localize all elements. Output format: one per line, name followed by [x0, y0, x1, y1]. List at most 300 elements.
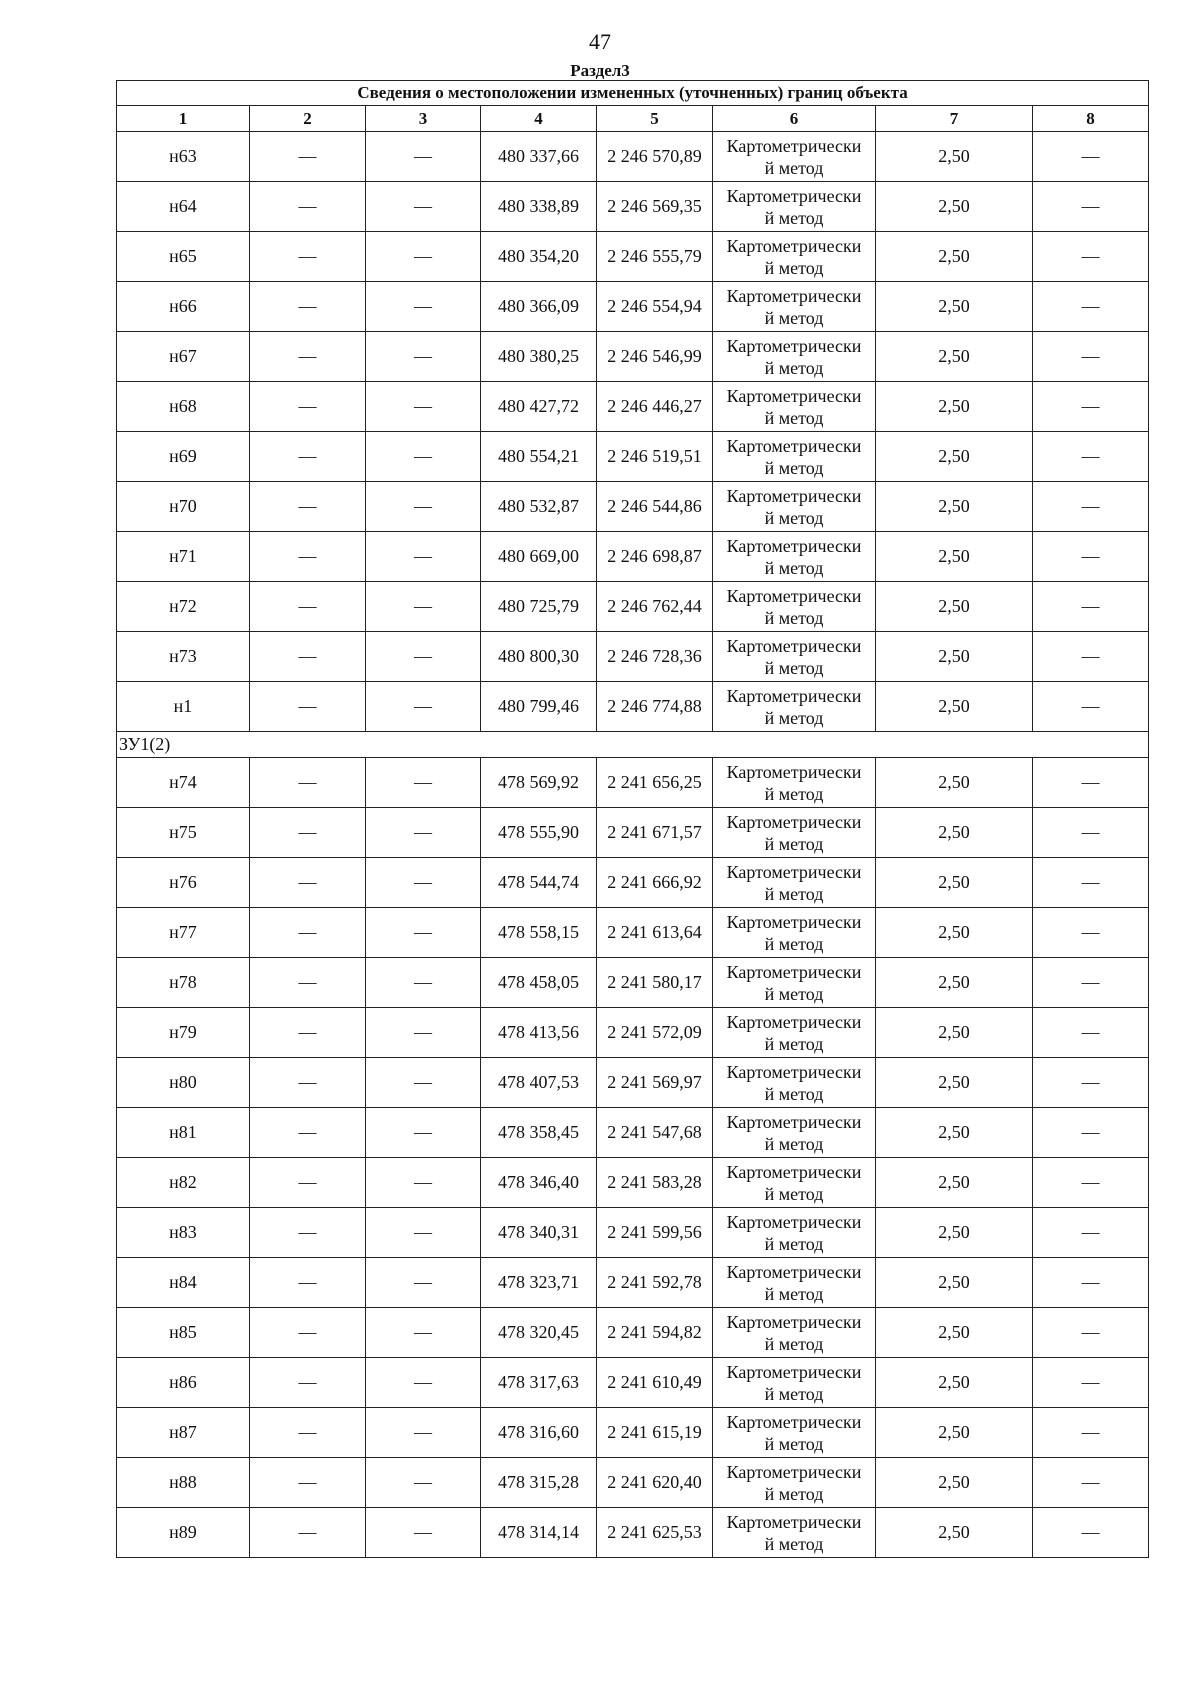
column-number-row — [117, 106, 1149, 132]
column-2-value: — — [250, 1208, 366, 1258]
coordinate-y: 2 246 728,36 — [597, 632, 713, 682]
coordinate-y: 2 241 599,56 — [597, 1208, 713, 1258]
point-name: н67 — [117, 332, 250, 382]
coordinate-x: 478 317,63 — [481, 1358, 597, 1408]
table-row — [117, 582, 1149, 632]
table-row — [117, 632, 1149, 682]
column-3-value: — — [366, 1308, 481, 1358]
column-3-value: — — [366, 232, 481, 282]
point-name: н81 — [117, 1108, 250, 1158]
coordinate-y: 2 241 569,97 — [597, 1058, 713, 1108]
method-cell — [713, 432, 876, 482]
method-line-2: й метод — [764, 1383, 824, 1404]
method-line-2: й метод — [764, 1133, 824, 1154]
column-8-value: — — [1033, 232, 1149, 282]
column-8-value: — — [1033, 632, 1149, 682]
column-number: 8 — [1033, 106, 1149, 132]
column-3-value: — — [366, 858, 481, 908]
column-8-value: — — [1033, 432, 1149, 482]
column-2-value: — — [250, 1508, 366, 1558]
page-number: 47 — [589, 29, 611, 54]
column-2-value: — — [250, 1358, 366, 1408]
method-line-2: й метод — [764, 1433, 824, 1454]
accuracy-value: 2,50 — [876, 582, 1033, 632]
column-3-value: — — [366, 1158, 481, 1208]
column-2-value: — — [250, 632, 366, 682]
column-3-value: — — [366, 1208, 481, 1258]
column-8-value: — — [1033, 1458, 1149, 1508]
method-line-2: й метод — [764, 507, 824, 528]
table-row — [117, 532, 1149, 582]
column-2-value: — — [250, 1258, 366, 1308]
coordinate-x: 480 669,00 — [481, 532, 597, 582]
column-3-value: — — [366, 132, 481, 182]
coordinate-x: 480 380,25 — [481, 332, 597, 382]
method-cell — [713, 132, 876, 182]
group-label: ЗУ1(2) — [117, 732, 1149, 758]
table-row — [117, 482, 1149, 532]
column-3-value: — — [366, 1008, 481, 1058]
method-cell — [713, 1058, 876, 1108]
point-name: н80 — [117, 1058, 250, 1108]
method-line-2: й метод — [764, 933, 824, 954]
table-row — [117, 758, 1149, 808]
column-8-value: — — [1033, 1508, 1149, 1558]
point-name: н77 — [117, 908, 250, 958]
accuracy-value: 2,50 — [876, 1508, 1033, 1558]
coordinate-y: 2 241 610,49 — [597, 1358, 713, 1408]
table-row — [117, 1408, 1149, 1458]
column-3-value: — — [366, 908, 481, 958]
point-name: н75 — [117, 808, 250, 858]
column-8-value: — — [1033, 858, 1149, 908]
method-line-2: й метод — [764, 1483, 824, 1504]
coordinate-y: 2 246 555,79 — [597, 232, 713, 282]
coordinate-y: 2 241 671,57 — [597, 808, 713, 858]
accuracy-value: 2,50 — [876, 1308, 1033, 1358]
method-line-2: й метод — [764, 783, 824, 804]
table-row — [117, 1058, 1149, 1108]
method-line-2: й метод — [764, 983, 824, 1004]
table-row — [117, 858, 1149, 908]
method-line-1: Картометрически — [726, 1161, 862, 1182]
accuracy-value: 2,50 — [876, 532, 1033, 582]
table-row — [117, 132, 1149, 182]
column-2-value: — — [250, 908, 366, 958]
method-cell — [713, 682, 876, 732]
accuracy-value: 2,50 — [876, 1108, 1033, 1158]
coordinate-y: 2 246 698,87 — [597, 532, 713, 582]
table-row — [117, 282, 1149, 332]
coordinate-y: 2 246 569,35 — [597, 182, 713, 232]
point-name: н89 — [117, 1508, 250, 1558]
accuracy-value: 2,50 — [876, 1008, 1033, 1058]
method-line-1: Картометрически — [726, 335, 862, 356]
point-name: н84 — [117, 1258, 250, 1308]
coordinate-x: 478 458,05 — [481, 958, 597, 1008]
method-line-2: й метод — [764, 1533, 824, 1554]
point-name: н87 — [117, 1408, 250, 1458]
column-2-value: — — [250, 808, 366, 858]
coordinate-x: 480 532,87 — [481, 482, 597, 532]
method-cell — [713, 908, 876, 958]
coordinate-x: 478 569,92 — [481, 758, 597, 808]
table-row — [117, 682, 1149, 732]
method-line-1: Картометрически — [726, 811, 862, 832]
method-line-1: Картометрически — [726, 861, 862, 882]
method-line-1: Картометрически — [726, 1361, 862, 1382]
coordinate-x: 480 554,21 — [481, 432, 597, 482]
group-header-row — [117, 732, 1149, 758]
column-2-value: — — [250, 432, 366, 482]
method-line-2: й метод — [764, 157, 824, 178]
table-row — [117, 1208, 1149, 1258]
method-cell — [713, 1008, 876, 1058]
coordinate-y: 2 246 762,44 — [597, 582, 713, 632]
table-row — [117, 1308, 1149, 1358]
method-line-2: й метод — [764, 607, 824, 628]
coordinate-x: 480 800,30 — [481, 632, 597, 682]
point-name: н85 — [117, 1308, 250, 1358]
column-2-value: — — [250, 582, 366, 632]
point-name: н76 — [117, 858, 250, 908]
column-8-value: — — [1033, 808, 1149, 858]
method-line-1: Картометрически — [726, 1211, 862, 1232]
accuracy-value: 2,50 — [876, 858, 1033, 908]
method-cell — [713, 858, 876, 908]
column-2-value: — — [250, 958, 366, 1008]
method-line-2: й метод — [764, 557, 824, 578]
method-line-2: й метод — [764, 1033, 824, 1054]
column-2-value: — — [250, 1308, 366, 1358]
method-line-2: й метод — [764, 357, 824, 378]
column-3-value: — — [366, 1108, 481, 1158]
accuracy-value: 2,50 — [876, 1058, 1033, 1108]
method-cell — [713, 232, 876, 282]
coordinate-y: 2 241 656,25 — [597, 758, 713, 808]
method-line-2: й метод — [764, 883, 824, 904]
accuracy-value: 2,50 — [876, 1358, 1033, 1408]
column-3-value: — — [366, 1058, 481, 1108]
column-number: 5 — [597, 106, 713, 132]
method-line-1: Картометрически — [726, 1311, 862, 1332]
method-line-2: й метод — [764, 457, 824, 478]
column-2-value: — — [250, 332, 366, 382]
table-row — [117, 1258, 1149, 1308]
method-line-1: Картометрически — [726, 1261, 862, 1282]
method-line-1: Картометрически — [726, 435, 862, 456]
accuracy-value: 2,50 — [876, 482, 1033, 532]
coordinate-y: 2 246 546,99 — [597, 332, 713, 382]
method-line-2: й метод — [764, 1183, 824, 1204]
table-row — [117, 1158, 1149, 1208]
column-number: 7 — [876, 106, 1033, 132]
method-cell — [713, 1258, 876, 1308]
column-2-value: — — [250, 132, 366, 182]
method-cell — [713, 532, 876, 582]
method-cell — [713, 1358, 876, 1408]
method-cell — [713, 582, 876, 632]
column-3-value: — — [366, 1358, 481, 1408]
coordinate-x: 480 338,89 — [481, 182, 597, 232]
method-cell — [713, 1158, 876, 1208]
table-row — [117, 808, 1149, 858]
accuracy-value: 2,50 — [876, 382, 1033, 432]
method-line-2: й метод — [764, 1083, 824, 1104]
method-line-1: Картометрически — [726, 761, 862, 782]
column-3-value: — — [366, 758, 481, 808]
coordinate-y: 2 241 547,68 — [597, 1108, 713, 1158]
table-caption-row — [117, 81, 1149, 106]
coordinate-x: 478 346,40 — [481, 1158, 597, 1208]
coordinate-x: 480 799,46 — [481, 682, 597, 732]
method-line-2: й метод — [764, 207, 824, 228]
method-line-1: Картометрически — [726, 485, 862, 506]
column-8-value: — — [1033, 1258, 1149, 1308]
column-2-value: — — [250, 1158, 366, 1208]
method-line-1: Картометрически — [726, 285, 862, 306]
accuracy-value: 2,50 — [876, 132, 1033, 182]
method-line-2: й метод — [764, 1233, 824, 1254]
column-3-value: — — [366, 332, 481, 382]
accuracy-value: 2,50 — [876, 908, 1033, 958]
section-title: Раздел3 — [570, 61, 630, 80]
table-row — [117, 232, 1149, 282]
accuracy-value: 2,50 — [876, 1158, 1033, 1208]
method-cell — [713, 758, 876, 808]
coordinate-y: 2 246 519,51 — [597, 432, 713, 482]
column-2-value: — — [250, 532, 366, 582]
point-name: н71 — [117, 532, 250, 582]
method-line-2: й метод — [764, 307, 824, 328]
column-2-value: — — [250, 682, 366, 732]
column-3-value: — — [366, 182, 481, 232]
coordinate-x: 478 544,74 — [481, 858, 597, 908]
coordinate-x: 478 323,71 — [481, 1258, 597, 1308]
table-row — [117, 908, 1149, 958]
accuracy-value: 2,50 — [876, 432, 1033, 482]
column-3-value: — — [366, 682, 481, 732]
coordinate-y: 2 241 620,40 — [597, 1458, 713, 1508]
boundary-coordinates-table — [116, 80, 1149, 1558]
accuracy-value: 2,50 — [876, 282, 1033, 332]
table-row — [117, 1508, 1149, 1558]
column-8-value: — — [1033, 582, 1149, 632]
accuracy-value: 2,50 — [876, 232, 1033, 282]
accuracy-value: 2,50 — [876, 332, 1033, 382]
table-row — [117, 332, 1149, 382]
column-2-value: — — [250, 1058, 366, 1108]
column-8-value: — — [1033, 532, 1149, 582]
column-3-value: — — [366, 482, 481, 532]
column-3-value: — — [366, 382, 481, 432]
accuracy-value: 2,50 — [876, 632, 1033, 682]
method-cell — [713, 1408, 876, 1458]
accuracy-value: 2,50 — [876, 958, 1033, 1008]
method-cell — [713, 332, 876, 382]
accuracy-value: 2,50 — [876, 808, 1033, 858]
column-2-value: — — [250, 758, 366, 808]
point-name: н65 — [117, 232, 250, 282]
point-name: н64 — [117, 182, 250, 232]
column-3-value: — — [366, 632, 481, 682]
point-name: н72 — [117, 582, 250, 632]
table-row — [117, 1108, 1149, 1158]
coordinate-x: 480 725,79 — [481, 582, 597, 632]
column-8-value: — — [1033, 758, 1149, 808]
column-3-value: — — [366, 1258, 481, 1308]
accuracy-value: 2,50 — [876, 1458, 1033, 1508]
accuracy-value: 2,50 — [876, 758, 1033, 808]
method-line-1: Картометрически — [726, 385, 862, 406]
column-8-value: — — [1033, 1358, 1149, 1408]
coordinate-y: 2 241 625,53 — [597, 1508, 713, 1558]
column-2-value: — — [250, 232, 366, 282]
point-name: н82 — [117, 1158, 250, 1208]
coordinate-y: 2 241 572,09 — [597, 1008, 713, 1058]
coordinate-x: 478 558,15 — [481, 908, 597, 958]
column-number: 6 — [713, 106, 876, 132]
point-name: н79 — [117, 1008, 250, 1058]
coordinate-x: 478 358,45 — [481, 1108, 597, 1158]
point-name: н86 — [117, 1358, 250, 1408]
column-8-value: — — [1033, 682, 1149, 732]
column-8-value: — — [1033, 282, 1149, 332]
coordinate-x: 478 314,14 — [481, 1508, 597, 1558]
table-row — [117, 432, 1149, 482]
column-8-value: — — [1033, 958, 1149, 1008]
coordinate-x: 478 555,90 — [481, 808, 597, 858]
column-8-value: — — [1033, 182, 1149, 232]
method-line-2: й метод — [764, 833, 824, 854]
method-cell — [713, 182, 876, 232]
coordinate-y: 2 241 594,82 — [597, 1308, 713, 1358]
coordinate-y: 2 241 613,64 — [597, 908, 713, 958]
table-row — [117, 1358, 1149, 1408]
column-8-value: — — [1033, 382, 1149, 432]
column-2-value: — — [250, 1458, 366, 1508]
method-line-1: Картометрически — [726, 235, 862, 256]
column-8-value: — — [1033, 1308, 1149, 1358]
point-name: н1 — [117, 682, 250, 732]
table-row — [117, 1458, 1149, 1508]
accuracy-value: 2,50 — [876, 682, 1033, 732]
column-8-value: — — [1033, 1408, 1149, 1458]
column-8-value: — — [1033, 1158, 1149, 1208]
method-line-1: Картометрически — [726, 1111, 862, 1132]
column-2-value: — — [250, 1008, 366, 1058]
column-8-value: — — [1033, 332, 1149, 382]
column-3-value: — — [366, 958, 481, 1008]
method-line-1: Картометрически — [726, 1411, 862, 1432]
column-3-value: — — [366, 432, 481, 482]
method-cell — [713, 382, 876, 432]
column-8-value: — — [1033, 132, 1149, 182]
coordinate-x: 478 315,28 — [481, 1458, 597, 1508]
point-name: н74 — [117, 758, 250, 808]
method-line-1: Картометрически — [726, 1011, 862, 1032]
column-8-value: — — [1033, 908, 1149, 958]
method-line-1: Картометрически — [726, 1461, 862, 1482]
method-line-1: Картометрически — [726, 535, 862, 556]
column-8-value: — — [1033, 1058, 1149, 1108]
method-line-1: Картометрически — [726, 911, 862, 932]
accuracy-value: 2,50 — [876, 1408, 1033, 1458]
column-3-value: — — [366, 808, 481, 858]
point-name: н68 — [117, 382, 250, 432]
column-8-value: — — [1033, 1208, 1149, 1258]
column-3-value: — — [366, 1458, 481, 1508]
method-line-1: Картометрически — [726, 185, 862, 206]
method-line-1: Картометрически — [726, 585, 862, 606]
method-line-2: й метод — [764, 707, 824, 728]
column-2-value: — — [250, 858, 366, 908]
method-line-2: й метод — [764, 257, 824, 278]
method-cell — [713, 1108, 876, 1158]
point-name: н70 — [117, 482, 250, 532]
point-name: н73 — [117, 632, 250, 682]
column-2-value: — — [250, 482, 366, 532]
method-line-2: й метод — [764, 657, 824, 678]
table-row — [117, 958, 1149, 1008]
column-3-value: — — [366, 582, 481, 632]
method-line-2: й метод — [764, 407, 824, 428]
table-row — [117, 382, 1149, 432]
column-3-value: — — [366, 1408, 481, 1458]
method-cell — [713, 1208, 876, 1258]
accuracy-value: 2,50 — [876, 1258, 1033, 1308]
method-cell — [713, 482, 876, 532]
method-line-1: Картометрически — [726, 135, 862, 156]
coordinate-x: 480 337,66 — [481, 132, 597, 182]
column-8-value: — — [1033, 1008, 1149, 1058]
column-2-value: — — [250, 1408, 366, 1458]
method-cell — [713, 1308, 876, 1358]
column-2-value: — — [250, 282, 366, 332]
column-2-value: — — [250, 1108, 366, 1158]
point-name: н63 — [117, 132, 250, 182]
method-cell — [713, 958, 876, 1008]
method-cell — [713, 808, 876, 858]
column-8-value: — — [1033, 1108, 1149, 1158]
coordinate-x: 480 366,09 — [481, 282, 597, 332]
coordinate-y: 2 246 570,89 — [597, 132, 713, 182]
coordinate-x: 480 354,20 — [481, 232, 597, 282]
coordinate-x: 478 316,60 — [481, 1408, 597, 1458]
column-3-value: — — [366, 1508, 481, 1558]
column-number: 1 — [117, 106, 250, 132]
coordinate-x: 478 413,56 — [481, 1008, 597, 1058]
accuracy-value: 2,50 — [876, 1208, 1033, 1258]
method-line-2: й метод — [764, 1283, 824, 1304]
coordinate-y: 2 241 592,78 — [597, 1258, 713, 1308]
table-body — [117, 81, 1149, 1558]
coordinate-y: 2 241 583,28 — [597, 1158, 713, 1208]
method-cell — [713, 282, 876, 332]
point-name: н66 — [117, 282, 250, 332]
coordinate-x: 478 407,53 — [481, 1058, 597, 1108]
table-row — [117, 182, 1149, 232]
coordinate-x: 478 320,45 — [481, 1308, 597, 1358]
coordinate-y: 2 246 446,27 — [597, 382, 713, 432]
table-row — [117, 1008, 1149, 1058]
method-line-1: Картометрически — [726, 635, 862, 656]
point-name: н69 — [117, 432, 250, 482]
coordinate-y: 2 241 615,19 — [597, 1408, 713, 1458]
method-cell — [713, 632, 876, 682]
method-line-1: Картометрически — [726, 961, 862, 982]
column-number: 4 — [481, 106, 597, 132]
